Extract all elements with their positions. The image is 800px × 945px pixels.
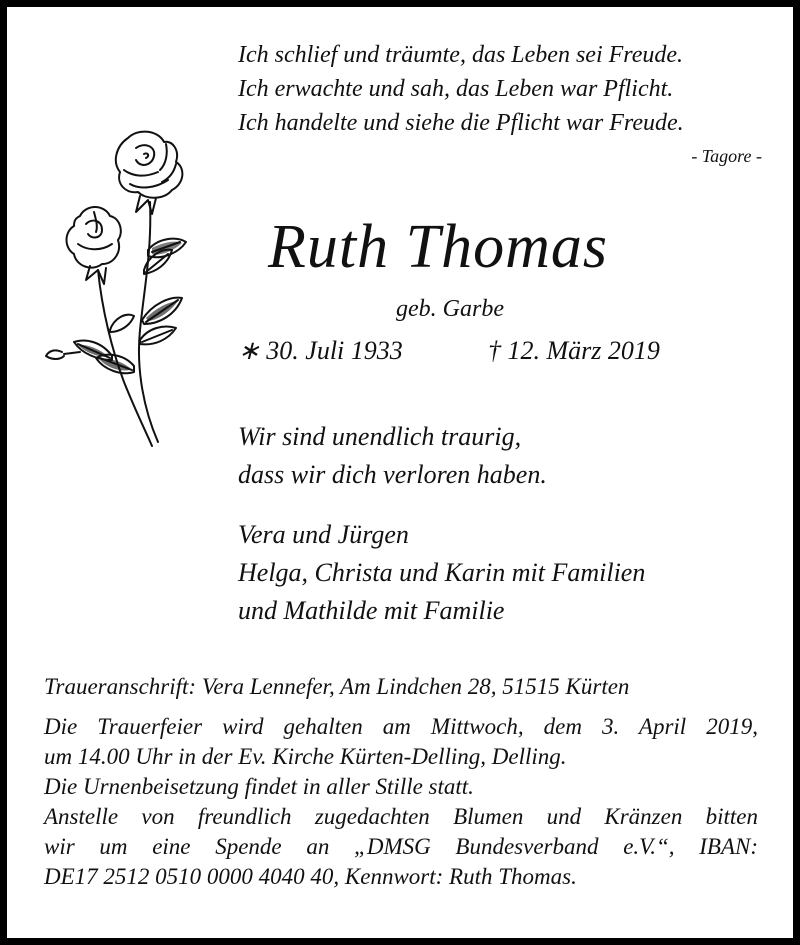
quote-line: Ich handelte und siehe die Pflicht war Freude. (238, 110, 684, 136)
birth-date: ∗ 30. Juli 1933 (238, 336, 403, 365)
quote-line: Ich erwachte und sah, das Leben war Pflicht. (238, 76, 674, 102)
mourning-line: Wir sind unendlich traurig, (238, 422, 522, 451)
details-line: DE17 2512 0510 0000 4040 40, Kennwort: Ruth Thomas. (44, 864, 577, 889)
quote-line: Ich schlief und träumte, das Leben sei Freude. (238, 42, 684, 68)
family-line: Vera und Jürgen (238, 520, 409, 549)
quote-block (238, 38, 758, 140)
deceased-name: Ruth Thomas (268, 213, 608, 281)
family-line: Helga, Christa und Karin mit Familien (238, 558, 646, 587)
mourning-line: dass wir dich verloren haben. (238, 460, 547, 489)
family-signatures (238, 516, 645, 630)
details-line: um 14.00 Uhr in der Ev. Kirche Kürten-Delling, Delling. (44, 744, 567, 769)
details-line: wir um eine Spende an „DMSG Bundesverband e.V.“, IBAN: (44, 834, 758, 859)
family-line: und Mathilde mit Familie (238, 596, 505, 625)
details-line: Anstelle von freundlich zugedachten Blumen und Kränzen bitten (44, 804, 758, 829)
quote-author: - Tagore - (691, 146, 762, 166)
rose-illustration-icon (40, 120, 210, 455)
born-name: geb. Garbe (396, 296, 504, 322)
death-date: † 12. März 2019 (488, 336, 660, 365)
mourning-address: Traueranschrift: Vera Lennefer, Am Lindchen 28, 51515 Kürten (44, 674, 630, 699)
mourning-text (238, 418, 547, 494)
details-line: Die Urnenbeisetzung findet in aller Stille statt. (44, 774, 474, 799)
funeral-details (44, 672, 758, 892)
details-line: Die Trauerfeier wird gehalten am Mittwoch, dem 3. April 2019, (44, 714, 758, 739)
